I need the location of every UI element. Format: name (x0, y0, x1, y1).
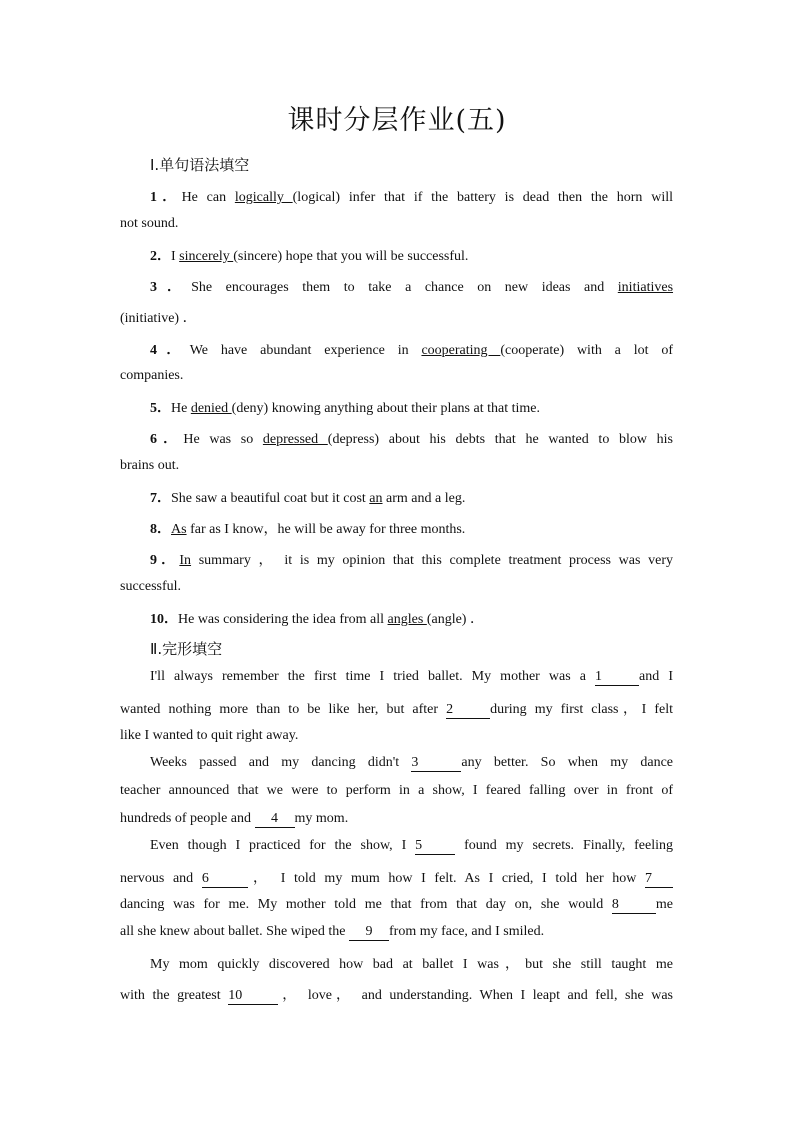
answer: sincerely (179, 249, 234, 264)
item-number: 10． (150, 612, 178, 627)
exercise-item-3-continued: (initiative) ． (120, 311, 197, 326)
passage-line: all she knew about ballet. She wiped the 9 from my face, and I smiled. (120, 924, 545, 939)
exercise-item-7: 7．She saw a beautiful coat but it cost an arm and a leg. (150, 491, 466, 506)
page-title: 课时分层作业(五) (287, 105, 507, 136)
passage-line: I'll always remember the first time I tried ballet. My mother was a 1 and I (150, 669, 673, 684)
passage-line: dancing was for me. My mother told me that from that day on, she would 8 me (120, 897, 673, 912)
passage-line: wanted nothing more than to be like her, but after 2 during my first class，I felt (120, 702, 673, 717)
blank-2: 2 (446, 703, 490, 719)
passage-line: hundreds of people and 4 my mom. (120, 811, 349, 826)
exercise-item-2: 2．I sincerely (sincere) hope that you will be successful. (150, 249, 469, 264)
item-number: 5． (150, 401, 171, 416)
blank-8: 8 (612, 898, 656, 914)
answer: initiatives (617, 280, 674, 295)
passage-line: My mom quickly discovered how bad at ballet I was，but she still taught me (150, 957, 673, 972)
exercise-item-4: 4．We have abundant experience in cooperating (cooperate) with a lot of (150, 343, 674, 358)
exercise-item-9: 9．In summary ， it is my opinion that this complete treatment process was very (150, 553, 674, 568)
answer: In (179, 553, 192, 568)
blank-6: 6 (202, 872, 248, 888)
answer: denied (190, 401, 232, 416)
item-number: 6． (150, 432, 184, 447)
exercise-item-8: 8．As far as I know，he will be away for three months. (150, 522, 466, 537)
item-number: 3． (150, 280, 192, 295)
section-heading-grammar: Ⅰ.单句语法填空 (150, 156, 250, 174)
item-number: 4． (150, 343, 190, 358)
blank-7: 7 (645, 872, 673, 888)
blank-9: 9 (349, 925, 389, 941)
item-number: 7． (150, 491, 171, 506)
section-heading-cloze: Ⅱ.完形填空 (150, 640, 223, 658)
blank-10: 10 (228, 989, 278, 1005)
exercise-item-1: 1．He can logically (logical) infer that if the battery is dead then the horn will (150, 190, 673, 205)
exercise-item-1-continued: not sound. (120, 216, 179, 231)
passage-line: like I wanted to quit right away. (120, 728, 299, 743)
exercise-item-6: 6．He was so depressed (depress) about his debts that he wanted to blow his (150, 432, 673, 447)
answer: As (171, 522, 187, 537)
answer: logically (234, 190, 293, 205)
exercise-item-5: 5．He denied (deny) knowing anything about their plans at that time. (150, 401, 540, 416)
answer: an (369, 491, 383, 506)
blank-1: 1 (595, 670, 639, 686)
exercise-item-9-continued: successful. (120, 579, 182, 594)
blank-3: 3 (411, 756, 461, 772)
passage-line: teacher announced that we were to perform in a show, I feared falling over in front of (120, 783, 673, 798)
passage-line: Weeks passed and my dancing didn't 3 any better. So when my dance (150, 755, 674, 770)
item-number: 9． (150, 553, 180, 568)
item-number: 1． (150, 190, 182, 205)
answer: angles (387, 612, 427, 627)
exercise-item-6-continued: brains out. (120, 458, 180, 473)
exercise-item-4-continued: companies. (120, 368, 184, 383)
item-number: 8． (150, 522, 171, 537)
passage-line: nervous and 6 ， I told my mum how I felt. As I cried, I told her how 7 (120, 867, 673, 888)
exercise-item-3: 3．She encourages them to take a chance on new ideas and initiatives (150, 280, 674, 295)
exercise-item-10: 10．He was considering the idea from all angles (angle) ． (150, 612, 484, 627)
passage-line: Even though I practiced for the show, I 5 found my secrets. Finally, feeling (150, 838, 673, 853)
blank-5: 5 (415, 839, 455, 855)
answer: depressed (262, 432, 328, 447)
passage-line: with the greatest 10 ， love， and understanding. When I leapt and fell, she was (120, 988, 673, 1003)
answer: cooperating (421, 343, 501, 358)
blank-4: 4 (255, 812, 295, 828)
item-number: 2． (150, 249, 171, 264)
